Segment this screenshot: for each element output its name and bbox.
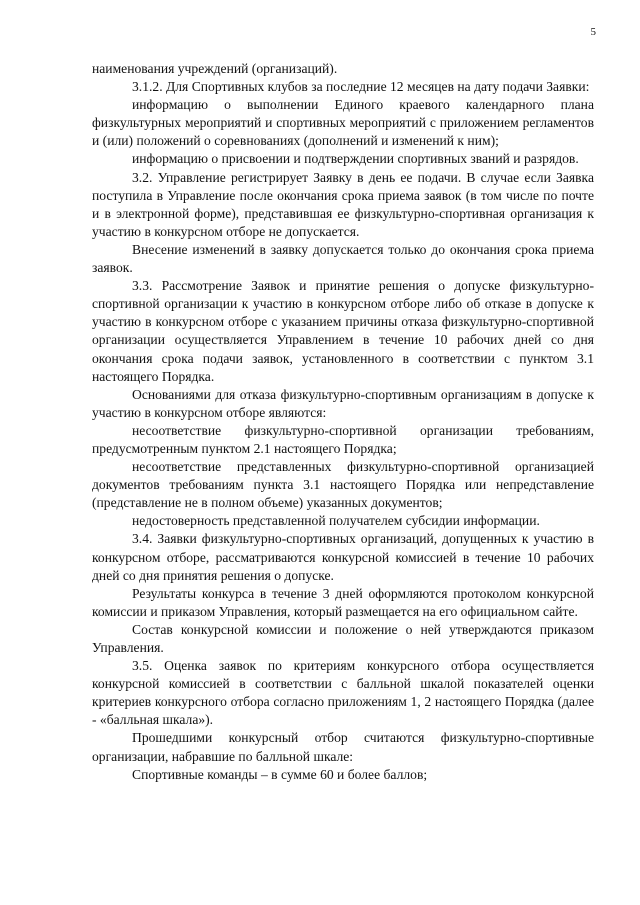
paragraph-ground-3: недостоверность представленной получателем субсидии информации. [132,513,540,529]
document-body [92,60,594,784]
paragraph-3-5: 3.5. Оценка заявок по критериям конкурсного отбора осуществляется конкурсной комиссией в соответствии с балльной шкалой показателей оценки критериев конкурсного отбора согласно приложениям 1, 2 настоящего Порядка (далее - «балльная шкала»). [92,658,594,728]
paragraph-3-2: 3.2. Управление регистрирует Заявку в день ее подачи. В случае если Заявка поступила в Управление после окончания срока приема заявок (в том числе по почте и в электронной форме), представившая ее физкультурно-спортивная организация к участию в конкурсном отборе не допускается. [92,169,594,239]
paragraph-3-4: 3.4. Заявки физкультурно-спортивных организаций, допущенных к участию в конкурсном отборе, рассматриваются конкурсной комиссией в течение 10 рабочих дней со дня принятия решения о допуске. [92,531,594,583]
paragraph-calendar-plan-info: информацию о выполнении Единого краевого календарного плана физкультурных мероприятий и спортивных мероприятий с приложением регламентов и (или) положений о соревнованиях (дополнений и изменений к ним); [92,97,594,149]
paragraph-continuation: наименования учреждений (организаций). [92,61,338,76]
paragraph-3-1-2: 3.1.2. Для Спортивных клубов за последние 12 месяцев на дату подачи Заявки: [132,79,590,95]
paragraph-ground-1: несоответствие физкультурно-спортивной организации требованиям, предусмотренным пунктом 2.1 настоящего Порядка; [92,422,594,456]
paragraph-ground-2: несоответствие представленных физкультурно-спортивной организацией документов требованиям пункта 3.1 настоящего Порядка или непредставление (представление не в полном объеме) указанных документов; [92,459,594,511]
paragraph-changes: Внесение изменений в заявку допускается только до окончания срока приема заявок. [92,241,594,276]
page-number: 5 [590,26,596,38]
paragraph-passed: Прошедшими конкурсный отбор считаются физкультурно-спортивные организации, набравшие по балльной шкале: [92,730,594,764]
paragraph-3-3: 3.3. Рассмотрение Заявок и принятие решения о допуске физкультурно-спортивной организации к участию в конкурсном отборе либо об отказе в допуске к участию в конкурсном отборе с указанием причины отказа физкультурно-спортивной организации осуществляется Управлением в течение 10 рабочих дней со дня окончания срока подачи заявок, установленного в соответствии с пунктом 3.1 настоящего Порядка. [92,278,594,384]
paragraph-commission: Состав конкурсной комиссии и положение о ней утверждаются приказом Управления. [92,621,594,655]
paragraph-refusal-grounds: Основаниями для отказа физкультурно-спортивным организациям в допуске к участию в конкурсном отборе являются: [92,386,594,420]
paragraph-results: Результаты конкурса в течение 3 дней оформляются протоколом конкурсной комиссии и приказом Управления, который размещается на его официальном сайте. [92,585,594,619]
paragraph-sport-titles-info: информацию о присвоении и подтверждении спортивных званий и разрядов. [132,151,579,167]
paragraph-sport-teams: Спортивные команды – в сумме 60 и более баллов; [132,766,428,782]
